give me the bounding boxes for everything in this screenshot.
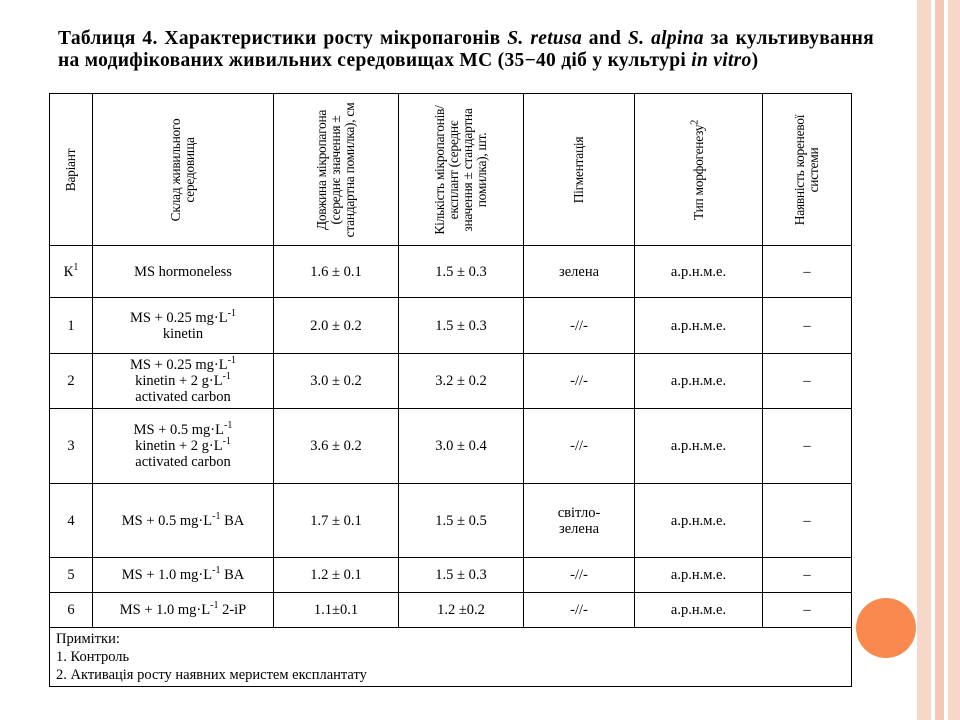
notes-row (50, 628, 852, 687)
header-variant: Варіант (50, 94, 93, 246)
table-row: 3 MS + 0.5 $mg\cdot L^{-1}$ kinetin + 2 $g\cdot L^{-1}$ activated carbon 3.6 ± 0.2 3.0 ± 0.4 -//- а.р.н.м.е. – (50, 409, 852, 484)
header-roots: Наявність кореневої системи (763, 94, 852, 246)
table-row: 2 MS + 0.25 $mg\cdot L^{-1}$ kinetin + 2 $g\cdot L^{-1}$ activated carbon 3.0 ± 0.2 3.2 ± 0.2 -//- а.р.н.м.е. – (50, 354, 852, 409)
table-row: 6 MS + 1.0 $mg\cdot L^{-1}$ 2-iP 1.1±0.1 1.2 ±0.2 -//- а.р.н.м.е. – (50, 593, 852, 628)
header-count: Кількість мікропагонів/експлант (середнє значення ± стандартна помилка), шт. (399, 94, 524, 246)
table-row: $К^1$ MS hormoneless 1.6 ± 0.1 1.5 ± 0.3 зелена а.р.н.м.е. – (50, 246, 852, 298)
table-notes: Примітки: 1. Контроль 2. Активація росту наявних меристем експлантату (50, 628, 852, 687)
decor-stripe (935, 0, 944, 720)
header-row (50, 94, 852, 246)
decor-stripe (948, 0, 960, 720)
table-row: 4 MS + 0.5 $mg\cdot L^{-1}$ BA 1.7 ± 0.1 1.5 ± 0.5 світло- зелена а.р.н.м.е. – (50, 484, 852, 558)
decor-stripe (917, 0, 931, 720)
table-title: Таблиця 4. Характеристики росту мікропагонів S. retusa and S. alpina за культивування на модифікованих живильних середовищах МС (35−40 діб у культурі in vitro) (58, 28, 874, 71)
decor-circle (856, 598, 916, 658)
table-row: 5 MS + 1.0 $mg\cdot L^{-1}$ BA 1.2 ± 0.1 1.5 ± 0.3 -//- а.р.н.м.е. – (50, 558, 852, 593)
table-row: 1 MS + 0.25 $mg\cdot L^{-1}$ kinetin 2.0 ± 0.2 1.5 ± 0.3 -//- а.р.н.м.е. – (50, 298, 852, 354)
header-pigment: Пігментація (524, 94, 635, 246)
data-table (49, 93, 852, 687)
header-length: Довжина мікропагона (середнє значення ± стандартна помилка), см (274, 94, 399, 246)
header-morph: Тип морфогенезу$^2$ (635, 94, 763, 246)
header-medium: Склад живильного середовища (93, 94, 274, 246)
